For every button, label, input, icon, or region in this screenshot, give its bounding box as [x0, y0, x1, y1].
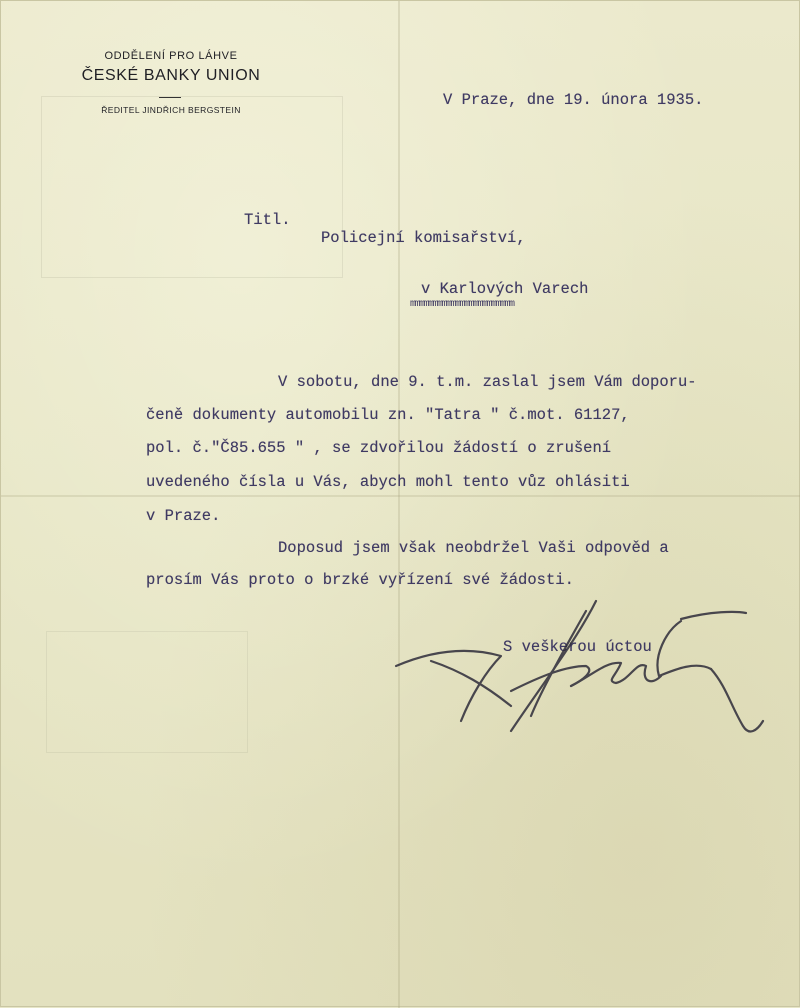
body-line: v Praze.	[146, 507, 221, 525]
letterhead-director: ŘEDITEL JINDŘICH BERGSTEIN	[101, 105, 241, 115]
body-line: Doposud jsem však neobdržel Vaši odpověd a	[278, 539, 669, 557]
body-line: uvedeného čísla u Vás, abych mohl tento vůz ohlásiti	[146, 473, 630, 491]
body-line: čeně dokumenty automobilu zn. "Tatra " č.mot. 61127,	[146, 406, 630, 424]
vertical-fold-crease	[398, 1, 400, 1008]
letterhead-bank-name: ČESKÉ BANKY UNION	[81, 67, 261, 84]
body-line: prosím Vás proto o brzké vyřízení své žádosti.	[146, 571, 574, 589]
city-underline: mmmmmmmmmmmmmmmmmmmmmmm	[410, 299, 514, 310]
faded-stamp-bleedthrough-lower	[46, 631, 248, 753]
date-line: V Praze, dne 19. února 1935.	[443, 91, 704, 109]
faded-stamp-bleedthrough	[41, 96, 343, 278]
letterhead-divider	[159, 97, 181, 98]
closing-phrase: S veškerou úctou	[503, 638, 652, 656]
recipient-office: Policejní komisařství,	[321, 229, 526, 247]
body-line: pol. č."Č85.655 " , se zdvořilou žádostí o zrušení	[146, 439, 612, 457]
recipient-city: v Karlových Varech	[421, 280, 589, 298]
horizontal-fold-crease	[1, 495, 800, 497]
letterhead-department: ODDĚLENÍ PRO LÁHVE	[104, 50, 238, 62]
recipient-salutation: Titl.	[244, 211, 291, 229]
handwritten-signature	[391, 591, 781, 751]
body-line: V sobotu, dne 9. t.m. zaslal jsem Vám doporu-	[278, 373, 697, 391]
